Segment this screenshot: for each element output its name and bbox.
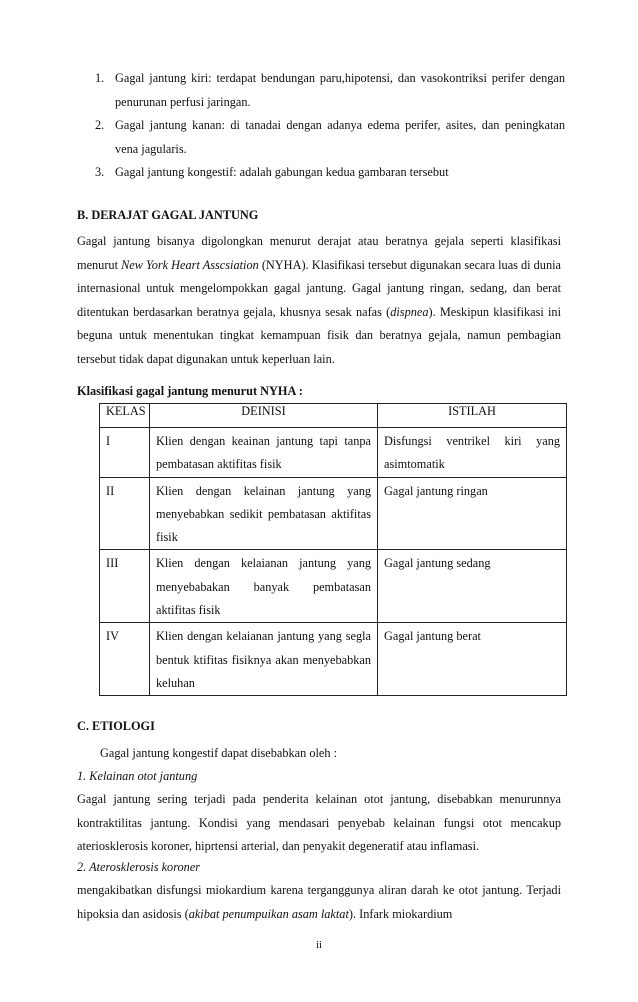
table-cell: Klien dengan kelaianan jantung yang segla bentuk ktifitas fisiknya akan menyebabkan keluhan	[150, 623, 378, 696]
paragraph-text: Gagal jantung bisanya digolongkan menurut derajat atau beratnya gejala seperti klasifikasi menurut	[77, 234, 561, 272]
column-header-kelas: KELAS	[100, 404, 150, 428]
table-row	[100, 623, 567, 696]
list-item	[95, 114, 565, 161]
page-number: ii	[315, 939, 323, 951]
paragraph-text: ). Infark miokardium	[348, 906, 453, 921]
nyha-classification-table	[99, 403, 567, 696]
paragraph-text: (NYHA). Klasifikasi tersebut digunakan secara luas di dunia internasional untuk mengelompokkan gagal jantung. Gagal jantung ringan, sedang, dan berat ditentukan berdasarkan beratnya gejala, khusnya sesak nafas (	[77, 257, 561, 319]
subheading-text: 1. Kelainan otot jantung	[77, 769, 198, 783]
subheading-aterosklerosis	[77, 856, 561, 880]
list-number: 2.	[95, 118, 105, 132]
paragraph-text: ). Meskipun klasifikasi ini beguna untuk menentukan tingkat kemampuan fisik dan beratnya gejala, namun pembagian tersebut tidak dapat digunakan untuk keperluan lain.	[77, 304, 562, 366]
table-cell: III	[100, 550, 150, 623]
heart-failure-type-list	[95, 67, 565, 185]
paragraph-text: mengakibatkan disfungsi miokardium karena terganggunya aliran darah ke otot jantung. Terjadi hipoksia dan asidosis (	[77, 883, 561, 921]
table-cell: I	[100, 428, 150, 478]
table-header-row	[100, 404, 567, 428]
table-row	[100, 428, 567, 478]
table-cell: Disfungsi ventrikel kiri yang asimtomatik	[378, 428, 567, 478]
section-b-heading: B. DERAJAT GAGAL JANTUNG	[77, 208, 259, 222]
paragraph-italic-text: akibat penumpuikan asam laktat	[188, 906, 349, 921]
table-title: Klasifikasi gagal jantung menurut NYHA :	[77, 384, 303, 398]
paragraph-italic-text: dispnea	[390, 304, 429, 319]
column-header-istilah: ISTILAH	[378, 404, 567, 428]
section-c-paragraph-2	[77, 879, 561, 926]
subheading-text: 2. Aterosklerosis koroner	[77, 860, 201, 874]
paragraph-italic-text: New York Heart Asscsiation	[121, 257, 259, 272]
table-row	[100, 550, 567, 623]
list-number: 3.	[95, 165, 105, 179]
list-number: 1.	[95, 71, 105, 85]
table-cell: Klien dengan kelaianan jantung yang menyebabakan banyak pembatasan aktifitas fisik	[150, 550, 378, 623]
table-cell: IV	[100, 623, 150, 696]
list-item	[95, 161, 565, 185]
list-item	[95, 67, 565, 114]
table-cell: Gagal jantung ringan	[378, 477, 567, 550]
section-b-paragraph	[77, 230, 561, 371]
table-row	[100, 477, 567, 550]
table-cell: Klien dengan keainan jantung tapi tanpa pembatasan aktifitas fisik	[150, 428, 378, 478]
list-text: Gagal jantung kiri: terdapat bendungan paru,hipotensi, dan vasokontriksi perifer dengan penurunan perfusi jaringan.	[115, 71, 565, 109]
list-text: Gagal jantung kongestif: adalah gabungan kedua gambaran tersebut	[115, 165, 449, 179]
table-cell: Gagal jantung sedang	[378, 550, 567, 623]
list-text: Gagal jantung kanan: di tanadai dengan adanya edema perifer, asites, dan peningkatan vena jagularis.	[115, 118, 565, 156]
table-cell: II	[100, 477, 150, 550]
section-c-paragraph-1: Gagal jantung sering terjadi pada penderita kelainan otot jantung, disebabkan menurunnya kontraktilitas jantung. Kondisi yang mendasari penyebab kelainan fungsi otot mencakup ateriosklerosis koroner, hiprtensi arterial, dan penyakit degeneratif atau inflamasi.	[77, 792, 561, 853]
section-c-heading: C. ETIOLOGI	[77, 719, 155, 733]
section-c-intro: Gagal jantung kongestif dapat disebabkan oleh :	[100, 746, 337, 760]
subheading-kelainan-otot	[77, 765, 561, 789]
table-cell: Klien dengan kelainan jantung yang menyebabkan sedikit pembatasan aktifitas fisik	[150, 477, 378, 550]
table-cell: Gagal jantung berat	[378, 623, 567, 696]
column-header-definisi: DEINISI	[150, 404, 378, 428]
